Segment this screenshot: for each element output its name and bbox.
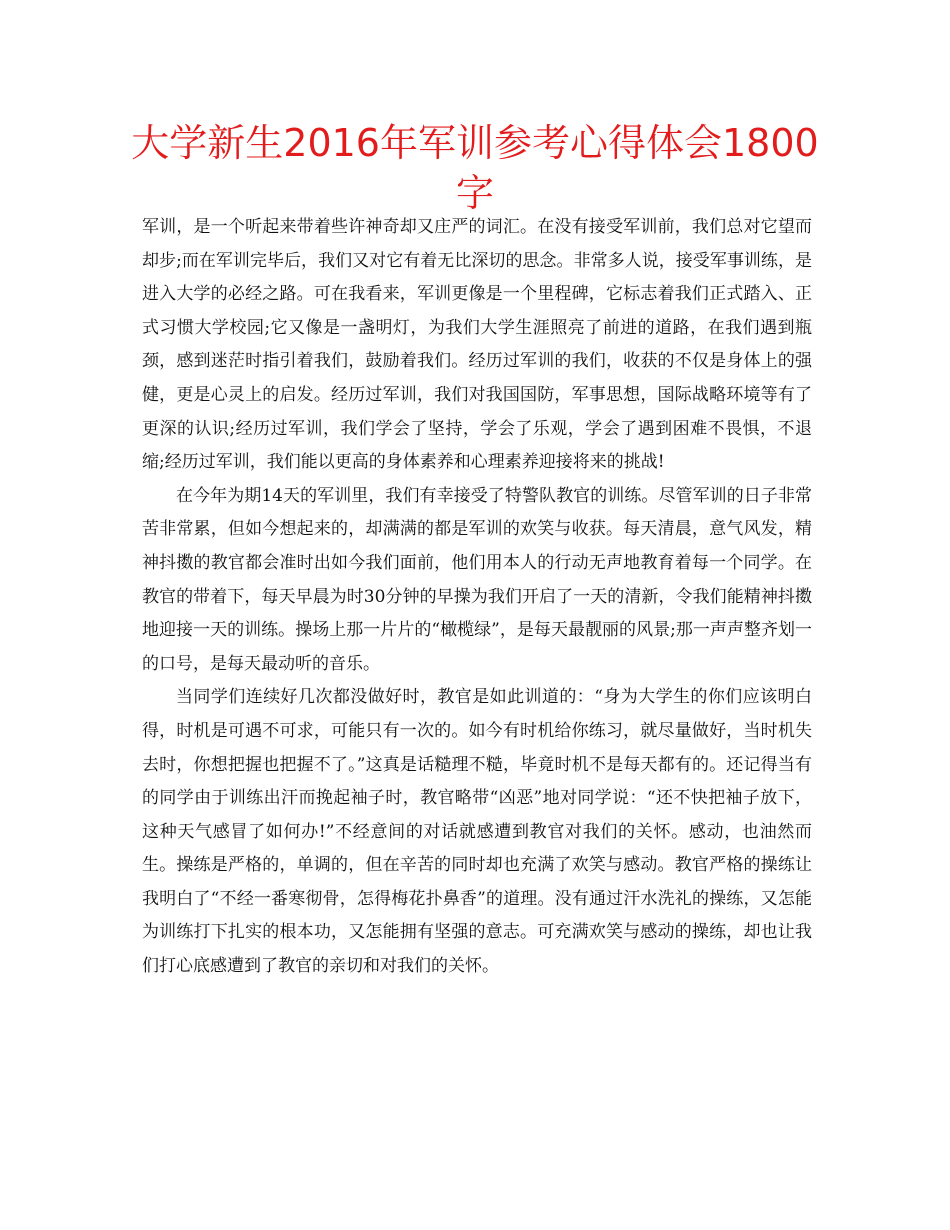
document-body: [142, 211, 812, 984]
paragraph-3: 当同学们连续好几次都没做好时，教官是如此训道的：“身为大学生的你们应该明白得，时机是可遇不可求，可能只有一次的。如今有时机给你练习，就尽量做好，当时机失去时，你想把握也把握不了。”这真是话糙理不糙，毕竟时机不是每天都有的。还记得当有的同学由于训练出汗而挽起袖子时，教官略带“凶恶”地对同学说：“还不快把袖子放下，这种天气感冒了如何办!”不经意间的对话就感遭到教官对我们的关怀。感动，也油然而生。操练是严格的，单调的，但在辛苦的同时却也充满了欢笑与感动。教官严格的操练让我明白了“不经一番寒彻骨，怎得梅花扑鼻香”的道理。没有通过汗水洗礼的操练，又怎能为训练打下扎实的根本功，又怎能拥有坚强的意志。可充满欢笑与感动的操练，却也让我们打心底感遭到了教官的亲切和对我们的关怀。: [142, 687, 812, 977]
paragraph-2: 在今年为期14天的军训里，我们有幸接受了特警队教官的训练。尽管军训的日子非常苦非常累，但如今想起来的，却满满的都是军训的欢笑与收获。每天清晨，意气风发，精神抖擞的教官都会准时出如今我们面前，他们用本人的行动无声地教育着每一个同学。在教官的带着下，每天早晨为时30分钟的早操为我们开启了一天的清新，令我们能精神抖擞地迎接一天的训练。操场上那一片片的“橄榄绿”，是每天最靓丽的风景;那一声声整齐划一的口号，是每天最动听的音乐。: [142, 485, 812, 674]
paragraph-1: 军训，是一个听起来带着些许神奇却又庄严的词汇。在没有接受军训前，我们总对它望而却步;而在军训完毕后，我们又对它有着无比深切的思念。非常多人说，接受军事训练，是进入大学的必经之路。可在我看来，军训更像是一个里程碑，它标志着我们正式踏入、正式习惯大学校园;它又像是一盏明灯，为我们大学生涯照亮了前进的道路，在我们遇到瓶颈，感到迷茫时指引着我们，鼓励着我们。经历过军训的我们，收获的不仅是身体上的强健，更是心灵上的启发。经历过军训，我们对我国国防，军事思想，国际战略环境等有了更深的认识;经历过军训，我们学会了坚持，学会了乐观，学会了遇到困难不畏惧，不退缩;经历过军训，我们能以更高的身体素养和心理素养迎接将来的挑战!: [142, 217, 812, 473]
document-title: 大学新生2016年军训参考心得体会1800字: [131, 121, 819, 215]
